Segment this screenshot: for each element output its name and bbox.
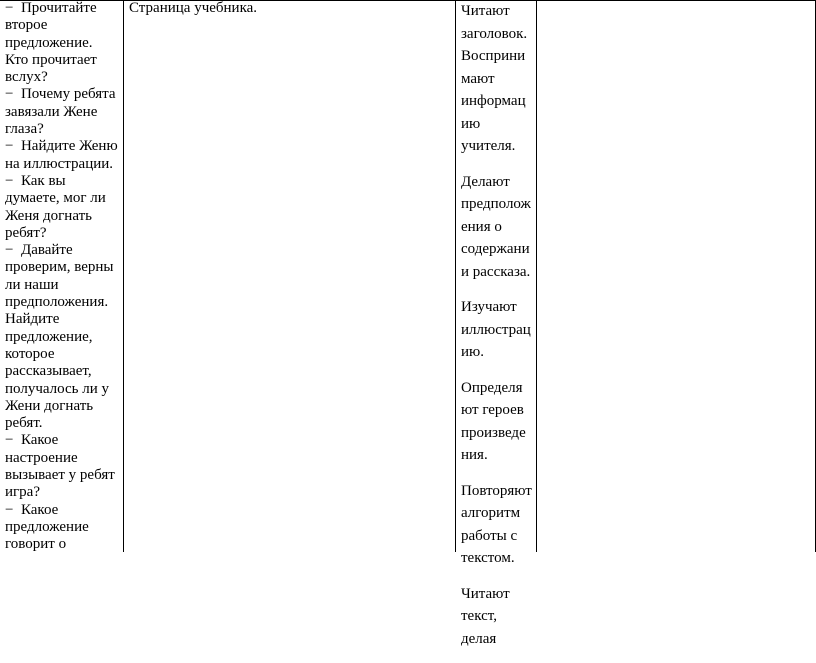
text-line: − Найдите Женю <box>5 138 118 155</box>
text-line: Делают <box>461 173 510 190</box>
text-line: вызывает у ребят <box>5 467 115 484</box>
text-line: ют героев <box>461 402 524 418</box>
text-line: Читают <box>461 3 510 19</box>
text-line: ию <box>461 115 481 132</box>
text-line: Кто прочитает <box>5 51 97 68</box>
text-line: проверим, верны <box>5 259 114 276</box>
column-divider-2 <box>455 0 456 552</box>
text-line: − Как вы <box>5 172 66 189</box>
text-line: Изучают <box>461 299 517 315</box>
text-line: учителя. <box>461 138 516 154</box>
text-line: − Почему ребята <box>5 86 116 103</box>
paragraph <box>461 377 535 467</box>
text-line: завязали Жене <box>5 103 98 120</box>
text-line: которое <box>5 345 55 362</box>
textbook-page-text: Страница учебника. <box>129 0 258 16</box>
text-line: алгоритм <box>461 505 521 521</box>
text-line: ию. <box>461 344 484 360</box>
text-line: делая <box>461 630 497 647</box>
empty-cell <box>537 0 815 552</box>
text-line: мают <box>461 70 495 87</box>
text-line: предложение, <box>5 328 93 345</box>
text-line: говорит о <box>5 536 67 553</box>
text-line: Определя <box>461 379 523 396</box>
text-line: − Давайте <box>5 242 73 259</box>
text-line: ния. <box>461 447 488 463</box>
text-line: − Какое <box>5 432 59 449</box>
materials-cell <box>129 0 449 17</box>
text-line: получалось ли у <box>5 380 110 397</box>
text-line: второе <box>5 17 48 34</box>
text-line: ения о <box>461 218 502 235</box>
paragraph <box>461 0 535 158</box>
text-line: думаете, мог ли <box>5 190 106 207</box>
text-line: заголовок. <box>461 25 528 42</box>
text-line: предполож <box>461 196 531 212</box>
text-line: Женя догнать <box>5 207 92 224</box>
student-activity-cell <box>461 0 535 663</box>
text-line: − Какое <box>5 501 59 518</box>
text-line: ребят? <box>5 224 47 241</box>
text-line: игра? <box>5 484 40 501</box>
text-line: Жени догнать <box>5 397 94 414</box>
text-line: произведе <box>461 424 526 441</box>
text-line: предположения. <box>5 294 109 311</box>
text-line: на иллюстрации. <box>5 155 114 172</box>
paragraph <box>461 171 535 284</box>
paragraph <box>461 296 535 364</box>
text-line: ребят. <box>5 415 43 432</box>
paragraph <box>461 583 535 651</box>
text-line: вслух? <box>5 69 48 86</box>
text-line: − Прочитайте <box>5 0 97 16</box>
text-line: предложение <box>5 518 89 535</box>
text-line: глаза? <box>5 121 44 138</box>
text-line: рассказывает, <box>5 363 92 380</box>
text-line: текст, <box>461 608 497 624</box>
text-line: информац <box>461 93 526 109</box>
text-line: ли наши <box>5 276 59 293</box>
column-divider-1 <box>123 0 124 552</box>
text-line: предложение. <box>5 34 93 51</box>
text-line: Читают <box>461 585 510 602</box>
text-line: содержани <box>461 241 530 257</box>
text-line: текстом. <box>461 550 515 566</box>
text-line: иллюстрац <box>461 321 531 338</box>
text-line: настроение <box>5 449 78 466</box>
text-line: Повторяют <box>461 482 532 499</box>
paragraph <box>461 480 535 570</box>
text-line: Найдите <box>5 311 60 328</box>
text-line: и рассказа. <box>461 263 531 280</box>
text-line: Восприни <box>461 48 526 64</box>
text-line: работы с <box>461 527 518 544</box>
teacher-activity-cell <box>5 0 121 554</box>
